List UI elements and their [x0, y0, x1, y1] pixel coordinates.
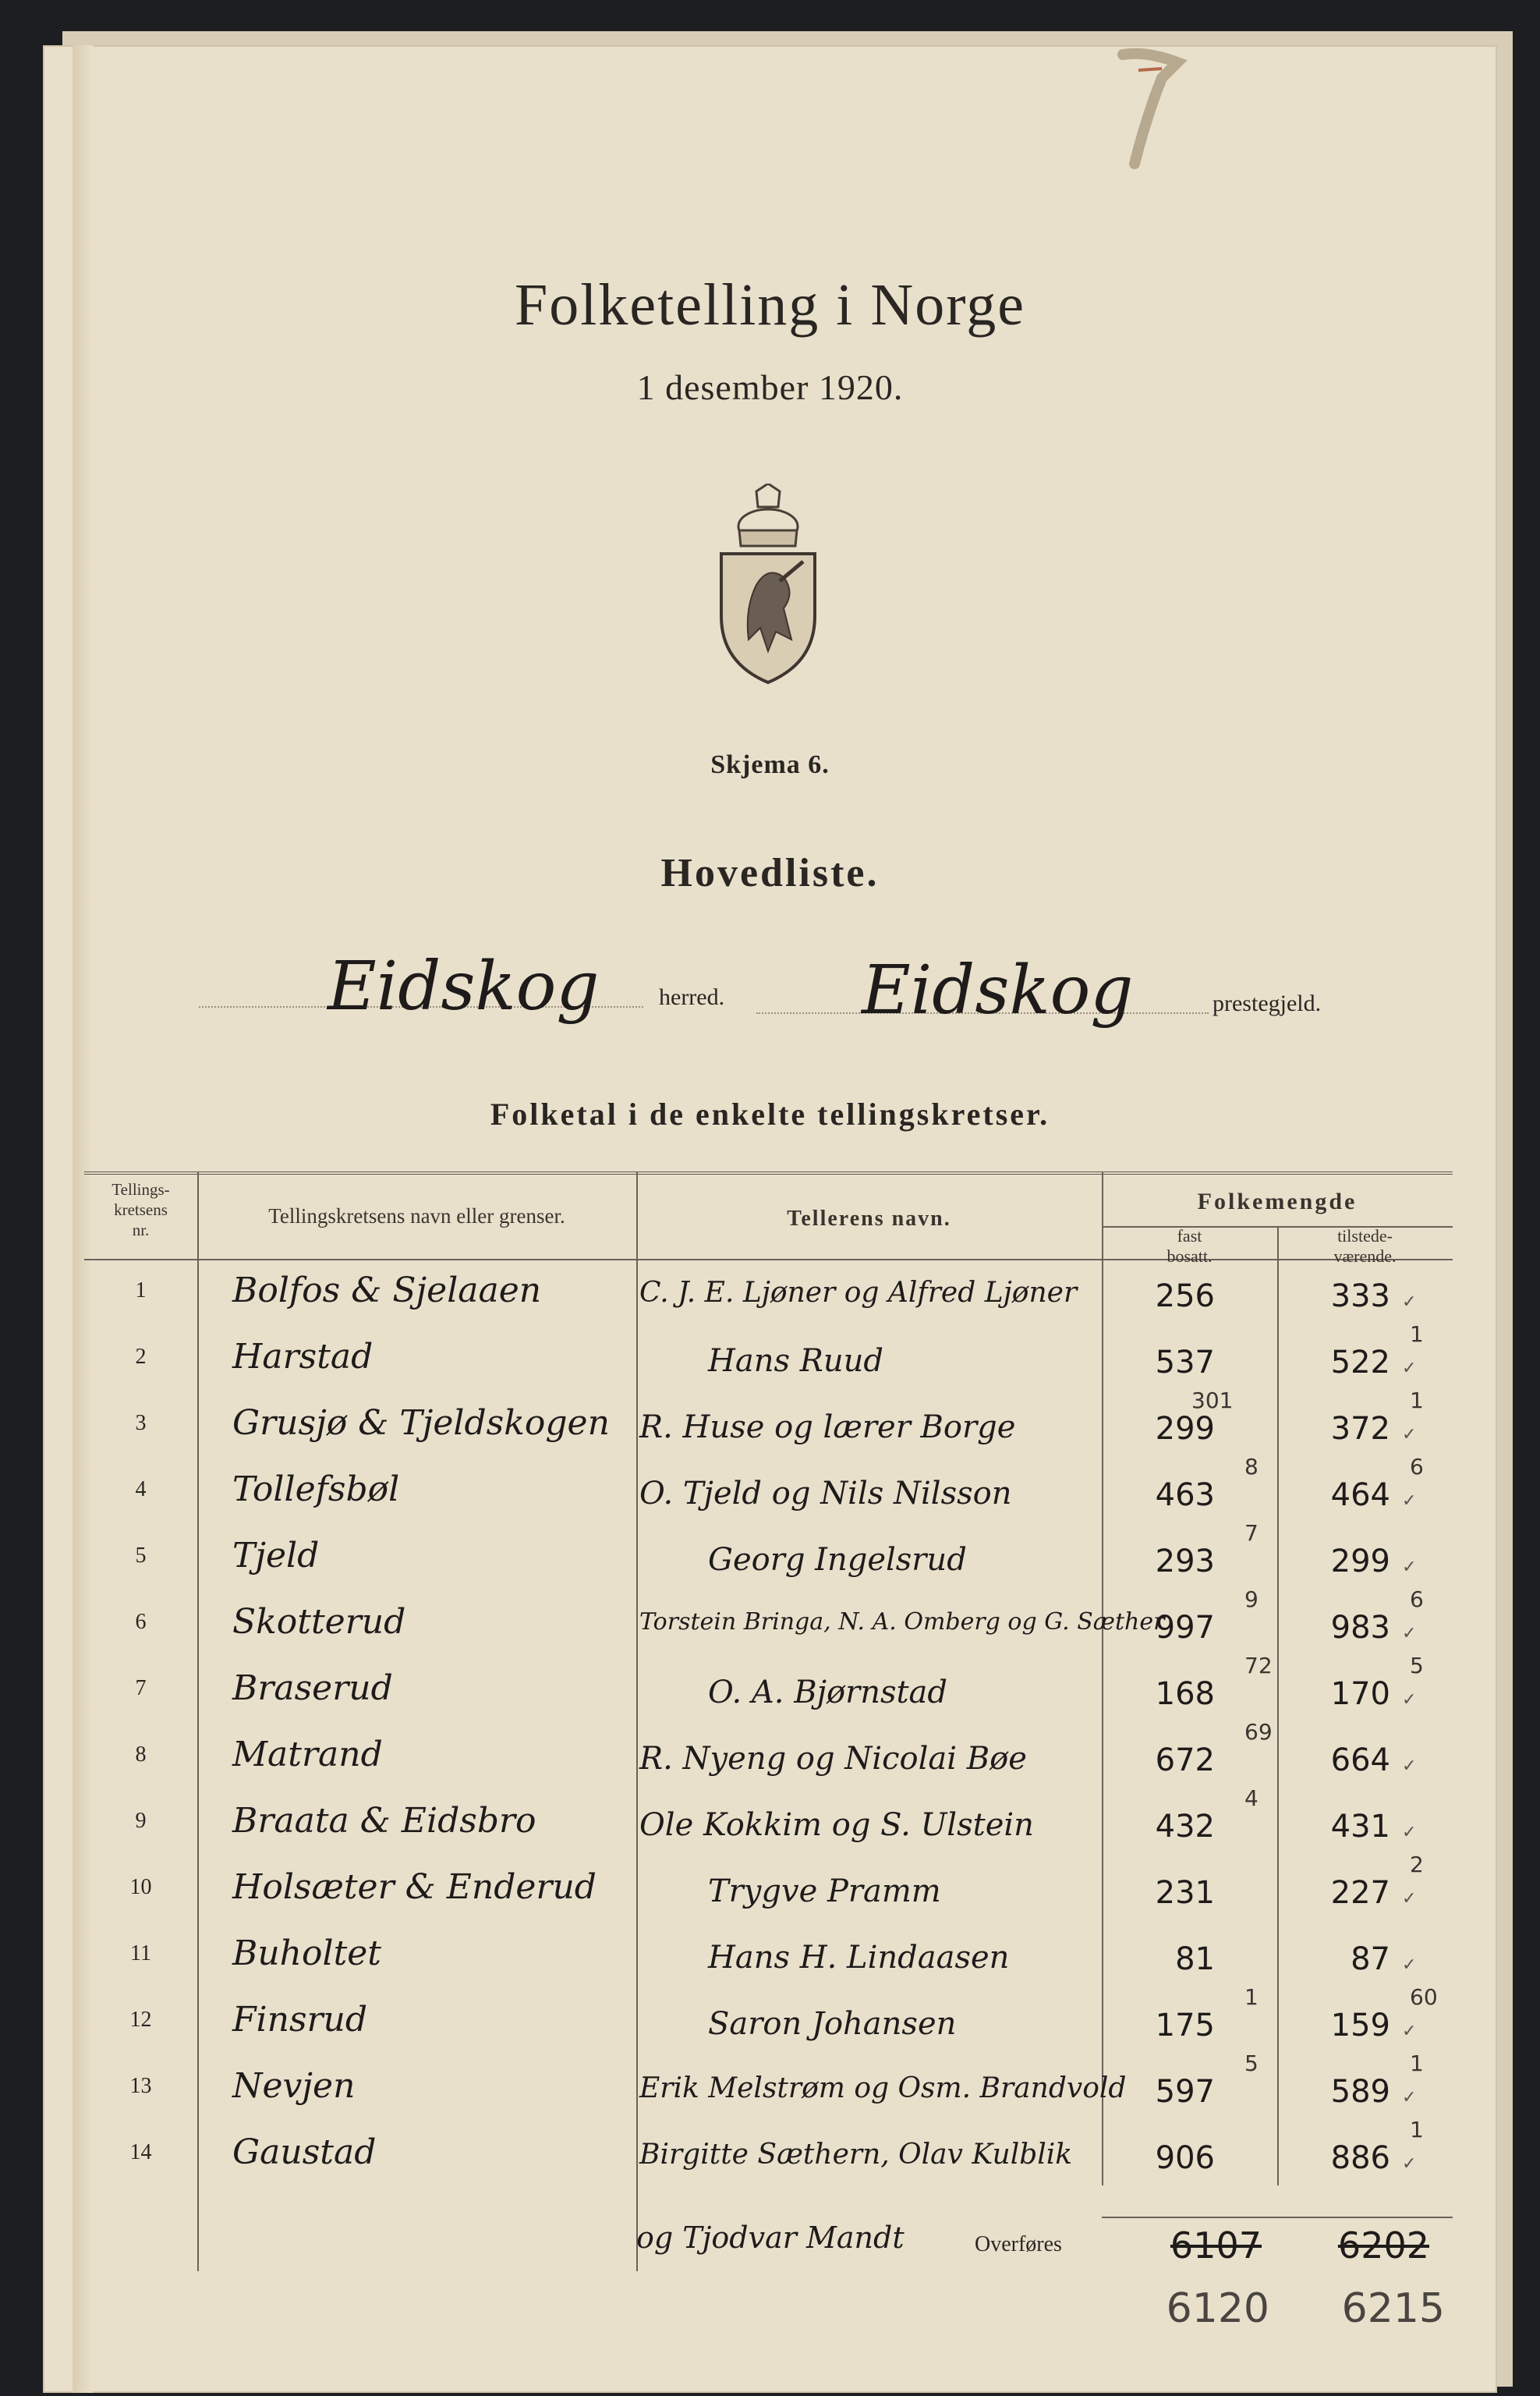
tilstede-correction: 1: [1410, 1388, 1424, 1413]
fast-correction: 8: [1244, 1454, 1259, 1480]
fast-bosatt: 672: [1155, 1742, 1215, 1778]
fast-bosatt: 432: [1155, 1809, 1215, 1845]
schema-label: Skjema 6.: [710, 750, 830, 779]
fast-correction: 7: [1244, 1520, 1259, 1546]
tilstede-correction: 60: [1410, 1984, 1438, 2010]
row-number: 2: [135, 1345, 147, 1369]
census-date: 1 desember 1920.: [636, 367, 904, 407]
circuit-name: Matrand: [232, 1735, 383, 1774]
col-divider-3: [1102, 1171, 1103, 2185]
herred-value: Eidskog: [327, 948, 600, 1026]
fast-bosatt: 463: [1155, 1477, 1215, 1513]
row-number: 10: [129, 1875, 152, 1899]
teller-name: Saron Johansen: [708, 2006, 957, 2042]
check-mark-icon: ✓: [1402, 1558, 1417, 1577]
tilstede-correction: 1: [1410, 2050, 1424, 2076]
circuit-name: Buholtet: [232, 1933, 381, 1973]
tilstede-vaerende: 159: [1330, 2008, 1390, 2043]
teller-name: Erik Melstrøm og Osm. Brandvold: [639, 2072, 1127, 2104]
fast-bosatt: 81: [1175, 1941, 1215, 1977]
circuit-name: Harstad: [232, 1337, 373, 1377]
table-title: Folketal i de enkelte tellingskretser.: [490, 1097, 1050, 1132]
fast-correction: 9: [1244, 1586, 1259, 1612]
prestegjeld-value: Eidskog: [862, 952, 1134, 1030]
circuit-name: Braserud: [232, 1668, 393, 1708]
teller-name: Hans H. Lindaasen: [708, 1940, 1010, 1976]
corrected-total-tilstede: 6215: [1341, 2285, 1445, 2332]
teller-name: Torstein Bringa, N. A. Omberg og G. Sæther: [639, 1608, 1165, 1636]
row-number: 1: [135, 1278, 147, 1303]
fast-correction: 72: [1244, 1653, 1273, 1678]
col-divider-1: [197, 1171, 199, 2271]
check-mark-icon: ✓: [1402, 1491, 1417, 1511]
row-number: 6: [135, 1610, 147, 1634]
teller-name: Ole Kokkim og S. Ulstein: [639, 1807, 1034, 1843]
row-number: 13: [129, 2074, 152, 2098]
teller-name: R. Nyeng og Nicolai Bøe: [639, 1741, 1027, 1777]
tilstede-vaerende: 983: [1330, 1610, 1390, 1646]
check-mark-icon: ✓: [1402, 1425, 1417, 1444]
circuit-name: Grusjø & Tjeldskogen: [232, 1403, 610, 1443]
col-header-folkemengde: Folkemengde: [1197, 1189, 1358, 1214]
col-header-fast: fast bosatt.: [1167, 1226, 1213, 1266]
check-mark-icon: ✓: [1402, 1756, 1417, 1776]
prestegjeld-label: prestegjeld.: [1213, 991, 1322, 1016]
teller-continued: og Tjodvar Mandt: [636, 2221, 905, 2255]
teller-name: Birgitte Sæthern, Olav Kulblik: [639, 2139, 1073, 2171]
tilstede-correction: 6: [1410, 1454, 1424, 1480]
tilstede-correction: 6: [1410, 1586, 1424, 1612]
tilstede-vaerende: 299: [1330, 1544, 1390, 1579]
teller-name: R. Huse og lærer Borge: [639, 1409, 1016, 1445]
col-header-tilstede: tilstede- værende.: [1333, 1226, 1397, 1266]
check-mark-icon: ✓: [1402, 1690, 1417, 1710]
circuit-name: Nevjen: [232, 2066, 356, 2106]
row-number: 8: [135, 1742, 147, 1767]
tilstede-vaerende: 372: [1330, 1411, 1390, 1447]
check-mark-icon: ✓: [1402, 1624, 1417, 1643]
fast-bosatt: 175: [1155, 2008, 1215, 2043]
fast-correction: 4: [1244, 1785, 1259, 1811]
check-mark-icon: ✓: [1402, 2154, 1417, 2174]
check-mark-icon: ✓: [1402, 1823, 1417, 1842]
circuit-name: Finsrud: [232, 2000, 368, 2040]
row-number: 11: [130, 1941, 151, 1965]
tilstede-vaerende: 431: [1330, 1809, 1390, 1845]
circuit-name: Bolfos & Sjelaaen: [232, 1271, 542, 1310]
table-top-rule: [84, 1171, 1453, 1175]
torn-corner-mark: [1092, 47, 1201, 179]
teller-name: Trygve Pramm: [708, 1873, 941, 1909]
fast-bosatt: 997: [1155, 1610, 1215, 1646]
fast-correction: 69: [1244, 1719, 1273, 1745]
circuit-name: Braata & Eidsbro: [232, 1801, 536, 1841]
fast-bosatt: 231: [1155, 1875, 1215, 1911]
tilstede-correction: 5: [1410, 1653, 1424, 1678]
col-divider-2: [636, 1171, 638, 2271]
fast-bosatt: 299: [1155, 1411, 1215, 1447]
col-header-nr: Tellings- kretsens nr.: [112, 1180, 170, 1239]
tilstede-vaerende: 87: [1351, 1941, 1390, 1977]
check-mark-icon: ✓: [1402, 2088, 1417, 2107]
row-number: 5: [135, 1544, 147, 1568]
teller-name: O. A. Bjørnstad: [708, 1675, 948, 1710]
tilstede-correction: 1: [1410, 2117, 1424, 2143]
total-rule: [1102, 2217, 1453, 2218]
tilstede-vaerende: 664: [1330, 1742, 1390, 1778]
row-number: 4: [135, 1477, 147, 1501]
tilstede-vaerende: 227: [1330, 1875, 1390, 1911]
row-number: 7: [135, 1676, 147, 1700]
page-title: Folketelling i Norge: [515, 272, 1025, 338]
tilstede-correction: 2: [1410, 1852, 1424, 1877]
tilstede-vaerende: 886: [1330, 2140, 1390, 2176]
row-number: 14: [129, 2140, 152, 2164]
tilstede-vaerende: 464: [1330, 1477, 1390, 1513]
fast-correction: 1: [1244, 1984, 1259, 2010]
list-title: Hovedliste.: [660, 851, 880, 895]
census-table: [84, 1171, 1453, 2332]
check-mark-icon: ✓: [1402, 1359, 1417, 1378]
row-number: 3: [135, 1411, 147, 1435]
teller-name: Hans Ruud: [708, 1343, 883, 1379]
row-number: 12: [129, 2008, 152, 2032]
circuit-name: Skotterud: [232, 1602, 406, 1642]
circuit-name: Holsæter & Enderud: [232, 1867, 597, 1907]
check-mark-icon: ✓: [1402, 1955, 1417, 1975]
tilstede-vaerende: 170: [1330, 1676, 1390, 1712]
circuit-name: Gaustad: [232, 2132, 377, 2172]
corrected-total-fast: 6120: [1166, 2285, 1269, 2332]
circuit-name: Tollefsbøl: [232, 1469, 400, 1509]
tilstede-vaerende: 589: [1330, 2074, 1390, 2110]
total-tilstede: 6202: [1337, 2224, 1429, 2267]
tilstede-vaerende: 333: [1330, 1278, 1390, 1314]
teller-name: C. J. E. Ljøner og Alfred Ljøner: [639, 1277, 1078, 1309]
fast-bosatt: 597: [1155, 2074, 1215, 2110]
col-header-teller: Tellerens navn.: [787, 1207, 951, 1231]
check-mark-icon: ✓: [1402, 2022, 1417, 2041]
fast-bosatt: 168: [1155, 1676, 1215, 1712]
overfores-label: Overføres: [975, 2232, 1062, 2256]
fast-bosatt: 256: [1155, 1278, 1215, 1314]
total-fast: 6107: [1170, 2224, 1262, 2267]
col-header-name: Tellingskretsens navn eller grenser.: [268, 1204, 565, 1228]
circuit-name: Tjeld: [232, 1536, 320, 1575]
fast-bosatt: 537: [1155, 1345, 1215, 1381]
tilstede-vaerende: 522: [1330, 1345, 1390, 1381]
col-divider-4: [1277, 1226, 1279, 2185]
fast-correction: 5: [1244, 2050, 1259, 2076]
teller-name: Georg Ingelsrud: [708, 1542, 967, 1578]
coat-of-arms-icon: [710, 484, 827, 686]
tilstede-correction: 1: [1410, 1321, 1424, 1347]
check-mark-icon: ✓: [1402, 1292, 1417, 1312]
herred-label: herred.: [659, 984, 725, 1010]
teller-name: O. Tjeld og Nils Nilsson: [639, 1476, 1012, 1512]
fast-correction: 301: [1191, 1388, 1234, 1413]
fast-bosatt: 906: [1155, 2140, 1215, 2176]
fast-bosatt: 293: [1155, 1544, 1215, 1579]
check-mark-icon: ✓: [1402, 1889, 1417, 1909]
row-number: 9: [135, 1809, 147, 1833]
